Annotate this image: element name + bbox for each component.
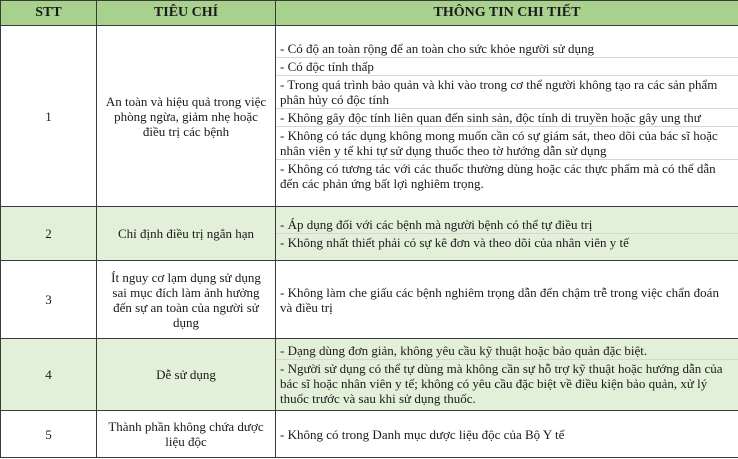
row-criterion: Chỉ định điều trị ngắn hạn: [97, 207, 276, 261]
row-stt: 5: [1, 411, 97, 458]
detail-line: - Có độc tính thấp: [276, 58, 738, 76]
table-row: [1, 411, 738, 458]
table-row: [1, 207, 738, 261]
row-criterion: Dễ sử dụng: [97, 339, 276, 411]
detail-line: - Không có trong Danh mục dược liệu độc của Bộ Y tế: [280, 426, 565, 442]
detail-line: - Không có tác dụng không mong muốn cần có sự giám sát, theo dõi của bác sĩ hoặc nhân viên y tế khi tự sử dụng thuốc theo tờ hướng dẫn sử dụng: [276, 127, 738, 160]
row-stt: 1: [1, 26, 97, 207]
row-details: [276, 339, 738, 411]
detail-line: - Không có tương tác với các thuốc thường dùng hoặc các thực phẩm mà có thể dẫn đến các phản ứng bất lợi nghiêm trọng.: [280, 161, 716, 191]
header-row: [1, 1, 738, 26]
row-details: [276, 207, 738, 261]
header-details: THÔNG TIN CHI TIẾT: [276, 1, 738, 26]
detail-line: - Dạng dùng đơn giản, không yêu cầu kỹ thuật hoặc bảo quản đặc biệt.: [276, 342, 738, 360]
detail-line: - Người sử dụng có thể tự dùng mà không cần sự hỗ trợ kỹ thuật hoặc hướng dẫn của bác sĩ hoặc nhân viên y tế; không có yêu cầu đặc biệt về điều kiện bảo quản, xử lý thuốc trước và sau khi sử dụng thuốc.: [280, 361, 723, 406]
detail-line: - Không gây độc tính liên quan đến sinh sản, độc tính di truyền hoặc gây ung thư: [276, 109, 738, 127]
header-criterion: TIÊU CHÍ: [97, 1, 276, 26]
row-details: [276, 261, 738, 339]
detail-line: - Áp dụng đối với các bệnh mà người bệnh có thể tự điều trị: [276, 216, 738, 234]
detail-line: - Không nhất thiết phải có sự kê đơn và theo dõi của nhân viên y tế: [280, 235, 629, 250]
row-stt: 4: [1, 339, 97, 411]
row-details: [276, 26, 738, 207]
row-stt: 3: [1, 261, 97, 339]
row-criterion: An toàn và hiệu quả trong việc phòng ngừa, giảm nhẹ hoặc điều trị các bệnh: [97, 26, 276, 207]
header-stt: STT: [1, 1, 97, 26]
detail-line: - Trong quá trình bảo quản và khi vào trong cơ thể người không tạo ra các sản phẩm phân hủy có độc tính: [276, 76, 738, 109]
table-row: [1, 261, 738, 339]
table-row: [1, 339, 738, 411]
detail-line: - Không làm che giấu các bệnh nghiêm trọng dẫn đến chậm trễ trong việc chẩn đoán và điều trị: [280, 284, 719, 315]
row-criterion: Thành phần không chứa dược liệu độc: [97, 411, 276, 458]
table-row: [1, 26, 738, 207]
detail-line: - Có độ an toàn rộng để an toàn cho sức khỏe người sử dụng: [276, 40, 738, 58]
row-stt: 2: [1, 207, 97, 261]
row-details: [276, 411, 738, 458]
row-criterion: Ít nguy cơ lạm dụng sử dụng sai mục đích làm ảnh hưởng đến sự an toàn của người sử dụng: [97, 261, 276, 339]
